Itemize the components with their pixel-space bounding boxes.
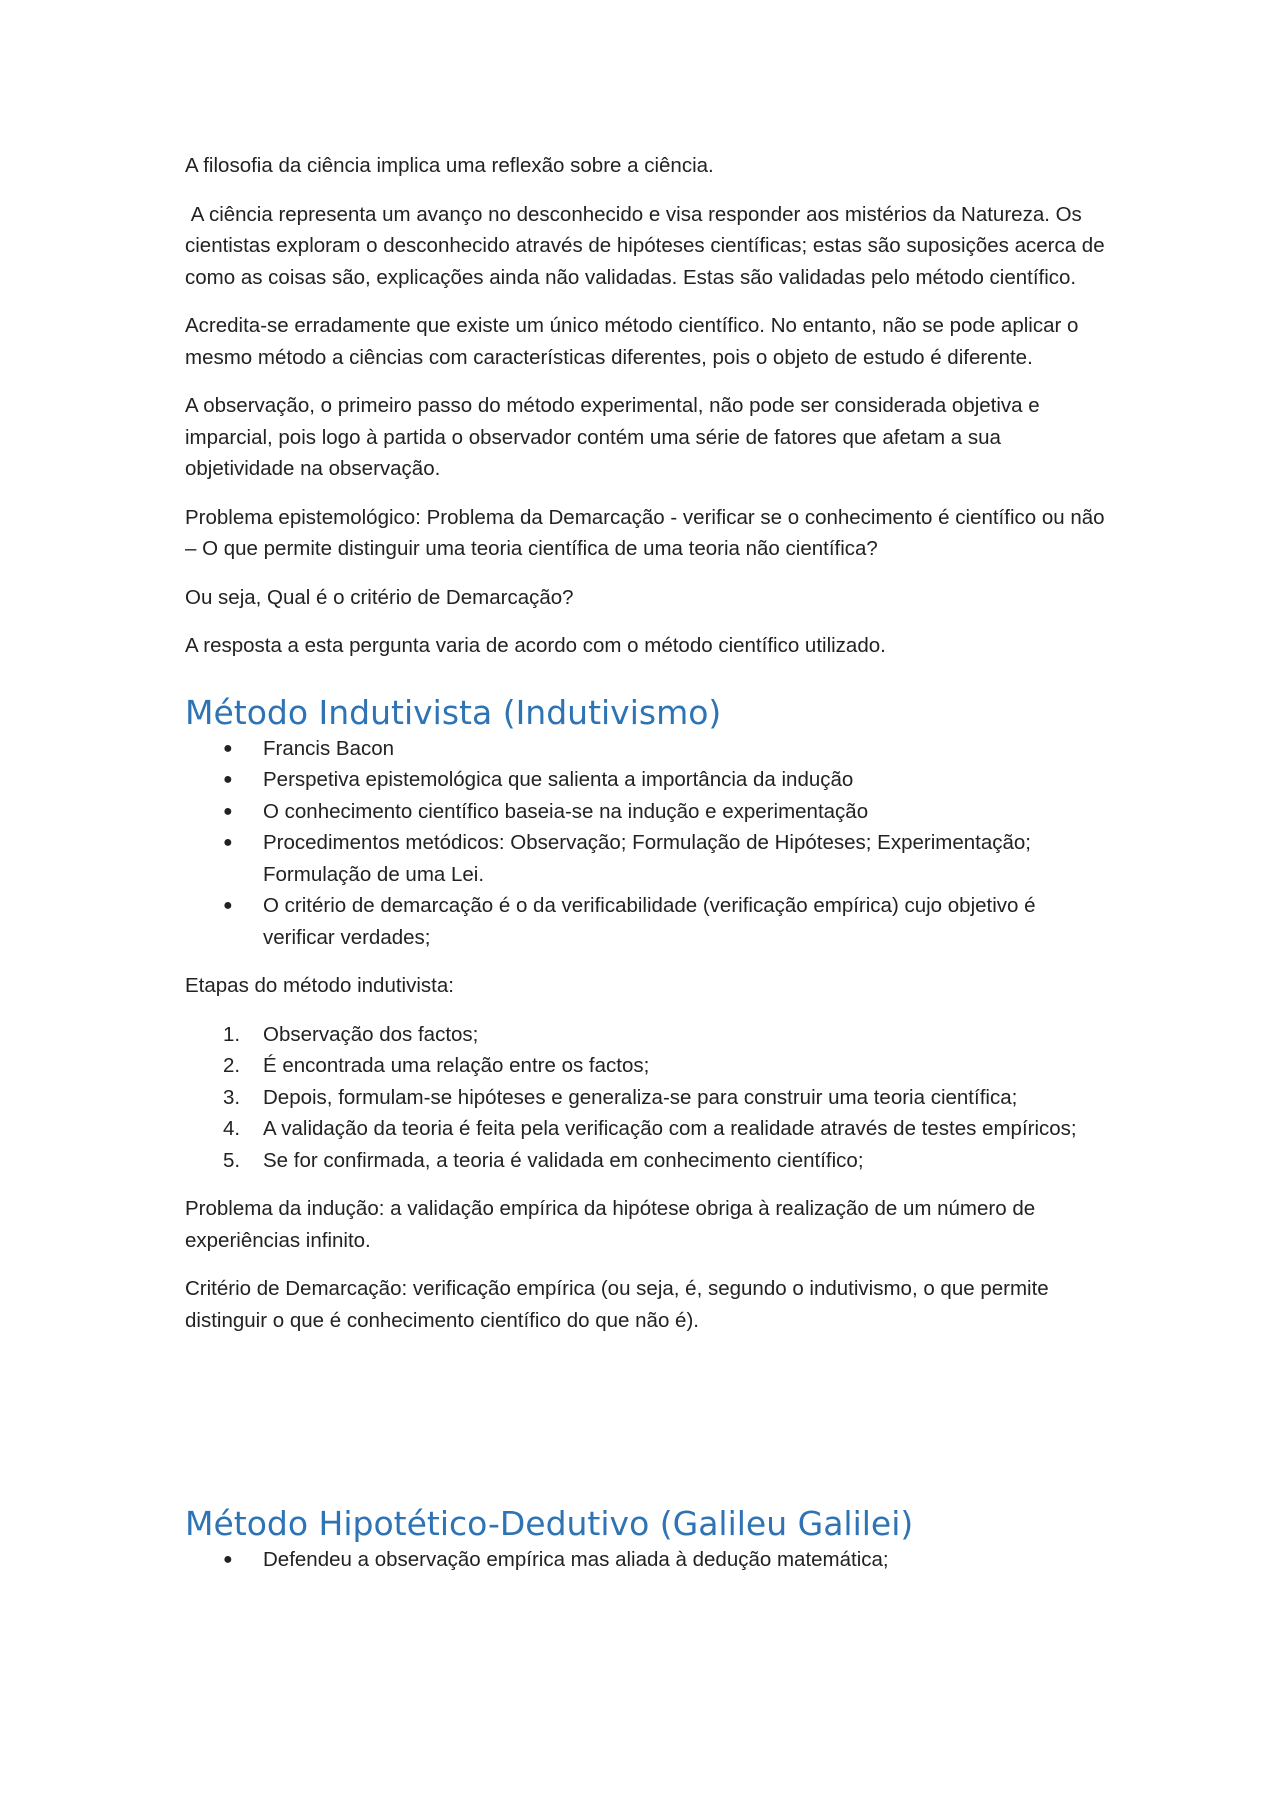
hipotetico-bullet-list	[185, 1544, 1105, 1576]
intro-paragraph: A filosofia da ciência implica uma reflexão sobre a ciência.	[185, 154, 714, 177]
bullet-icon: ●	[223, 897, 233, 914]
list-item: ● Defendeu a observação empírica mas aliada à dedução matemática;	[185, 1544, 1105, 1576]
document-page	[185, 150, 1111, 1593]
intro-paragraph: A observação, o primeiro passo do método experimental, não pode ser considerada objetiva e imparcial, pois logo à partida o observador contém uma série de fatores que afetam a sua objetividade na observação.	[185, 394, 1040, 480]
bullet-icon: ●	[223, 771, 233, 788]
list-item: ● Francis Bacon	[185, 733, 1105, 765]
bullet-icon: ●	[223, 802, 233, 820]
section-heading-hipotetico-dedutivo: Método Hipotético-Dedutivo (Galileu Galilei)	[185, 1504, 914, 1543]
bullet-icon: ●	[223, 739, 233, 757]
list-item: ● O conhecimento científico baseia-se na indução e experimentação	[185, 796, 1105, 828]
section-heading-indutivista: Método Indutivista (Indutivismo)	[185, 692, 722, 732]
steps-list	[185, 1019, 1105, 1177]
list-item: ● Procedimentos metódicos: Observação; Formulação de Hipóteses; Experimentação; Formulação de uma Lei.	[185, 827, 1105, 890]
intro-paragraph: A ciência representa um avanço no desconhecido e visa responder aos mistérios da Natureza. Os cientistas exploram o desconhecido através de hipóteses científicas; estas são suposições acerca de como as coisas são, explicações ainda não validadas. Estas são validadas pelo método científico.	[185, 202, 1111, 289]
bullet-icon: ●	[223, 834, 233, 851]
list-item: 1. Observação dos factos;	[223, 1022, 479, 1046]
list-item: 3. Depois, formulam-se hipóteses e generaliza-se para construir uma teoria científica;	[223, 1085, 1018, 1109]
indutivista-bullet-list	[185, 733, 1105, 954]
blank-space	[185, 1353, 1105, 1473]
list-item: 5. Se for confirmada, a teoria é validada em conhecimento científico;	[223, 1148, 864, 1172]
demarcation-criterion: Critério de Demarcação: verificação empírica (ou seja, é, segundo o indutivismo, o que permite distinguir o que é conhecimento científico do que não é).	[185, 1277, 1049, 1332]
intro-paragraph: A resposta a esta pergunta varia de acordo com o método científico utilizado.	[185, 634, 886, 657]
list-item: 4. A validação da teoria é feita pela verificação com a realidade através de testes empíricos;	[223, 1117, 1077, 1140]
list-item: 2. É encontrada uma relação entre os factos;	[223, 1054, 650, 1077]
list-item: ● Perspetiva epistemológica que salienta a importância da indução	[185, 764, 1105, 796]
intro-paragraph: Problema epistemológico: Problema da Demarcação - verificar se o conhecimento é científico ou não – O que permite distinguir uma teoria científica de uma teoria não científica?	[185, 505, 1105, 560]
induction-problem: Problema da indução: a validação empírica da hipótese obriga à realização de um número de experiências infinito.	[185, 1197, 1036, 1252]
steps-intro: Etapas do método indutivista:	[185, 974, 454, 997]
list-item: ● O critério de demarcação é o da verificabilidade (verificação empírica) cujo objetivo é verificar verdades;	[185, 890, 1105, 953]
intro-paragraph: Ou seja, Qual é o critério de Demarcação?	[185, 585, 574, 609]
intro-paragraph: Acredita-se erradamente que existe um único método científico. No entanto, não se pode aplicar o mesmo método a ciências com características diferentes, pois o objeto de estudo é diferente.	[185, 314, 1079, 369]
bullet-icon: ●	[223, 1551, 233, 1568]
